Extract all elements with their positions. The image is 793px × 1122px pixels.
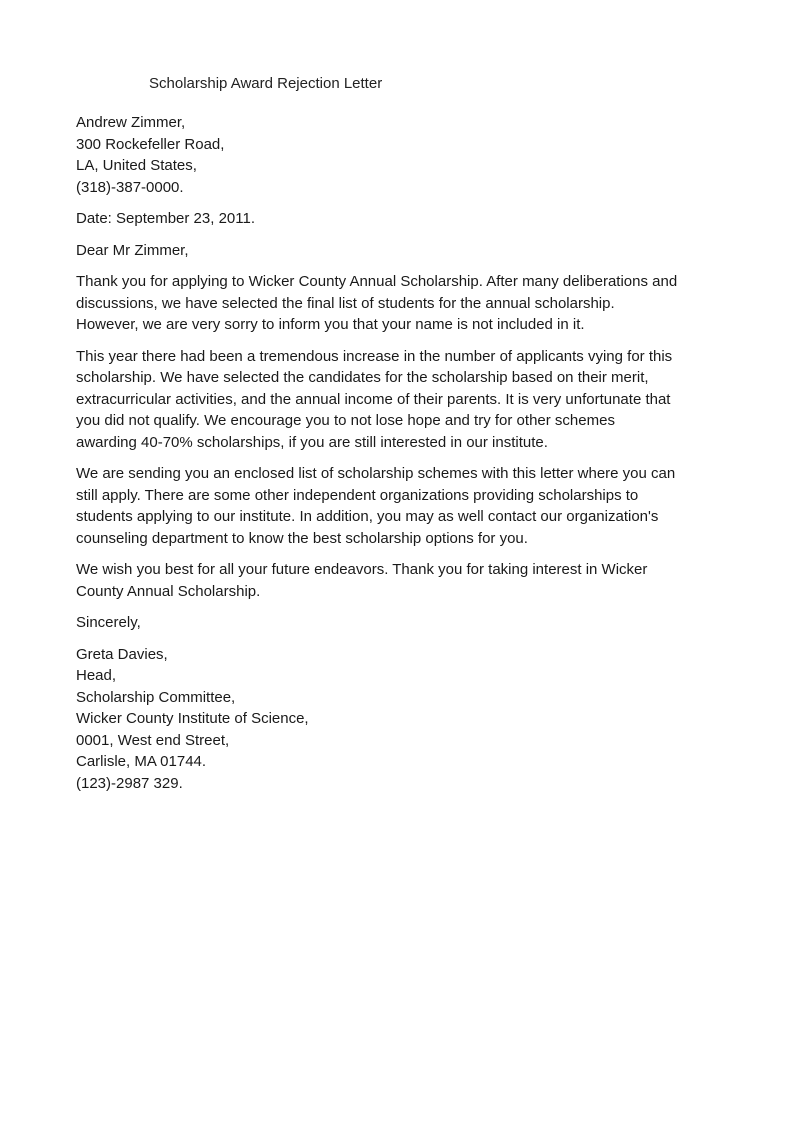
signer-name: Greta Davies,: [76, 645, 168, 663]
signer-committee: Scholarship Committee,: [76, 688, 236, 706]
recipient-phone: (318)-387-0000.: [76, 178, 184, 196]
paragraph-line: However, we are very sorry to inform you that your name is not included in it.: [76, 316, 585, 333]
paragraph: [76, 559, 756, 602]
paragraph: [76, 271, 756, 336]
recipient-name: Andrew Zimmer,: [76, 114, 186, 131]
paragraph-line: extracurricular activities, and the annual income of their parents. It is very unfortunate that: [76, 390, 671, 408]
letter-title: Scholarship Award Rejection Letter: [149, 75, 383, 92]
paragraph-line: We wish you best for all your future endeavors. Thank you for taking interest in Wicker: [76, 561, 648, 578]
paragraph-line: you did not qualify. We encourage you to not lose hope and try for other schemes: [76, 412, 615, 429]
recipient-address: [76, 112, 756, 198]
paragraph-line: Thank you for applying to Wicker County Annual Scholarship. After many deliberations and: [76, 273, 678, 290]
recipient-city: LA, United States,: [76, 157, 197, 174]
closing: Sincerely,: [76, 614, 141, 631]
letter-date: Date: September 23, 2011.: [76, 210, 256, 227]
paragraph-line: awarding 40-70% scholarships, if you are still interested in our institute.: [76, 433, 548, 451]
signer-city: Carlisle, MA 01744.: [76, 753, 207, 770]
signature-block: [76, 644, 756, 795]
paragraph: [76, 346, 756, 454]
paragraph-line: We are sending you an enclosed list of scholarship schemes with this letter where you can: [76, 465, 676, 482]
paragraph-line: scholarship. We have selected the candidates for the scholarship based on their merit,: [76, 369, 649, 386]
paragraph-line: students applying to our institute. In addition, you may as well contact our organization's: [76, 508, 659, 525]
paragraph-line: This year there had been a tremendous increase in the number of applicants vying for this: [76, 347, 673, 365]
signer-phone: (123)-2987 329.: [76, 774, 183, 792]
salutation: Dear Mr Zimmer,: [76, 241, 189, 259]
letter-body: [76, 112, 756, 804]
signer-street: 0001, West end Street,: [76, 731, 230, 749]
paragraph-line: still apply. There are some other independent organizations providing scholarships to: [76, 486, 639, 504]
paragraph-line: discussions, we have selected the final list of students for the annual scholarship.: [76, 294, 615, 312]
paragraph: [76, 463, 756, 549]
paragraph-line: counseling department to know the best scholarship options for you.: [76, 529, 528, 547]
signer-institute: Wicker County Institute of Science,: [76, 710, 309, 727]
paragraph-line: County Annual Scholarship.: [76, 582, 261, 600]
recipient-street: 300 Rockefeller Road,: [76, 135, 225, 153]
signer-title: Head,: [76, 667, 117, 684]
